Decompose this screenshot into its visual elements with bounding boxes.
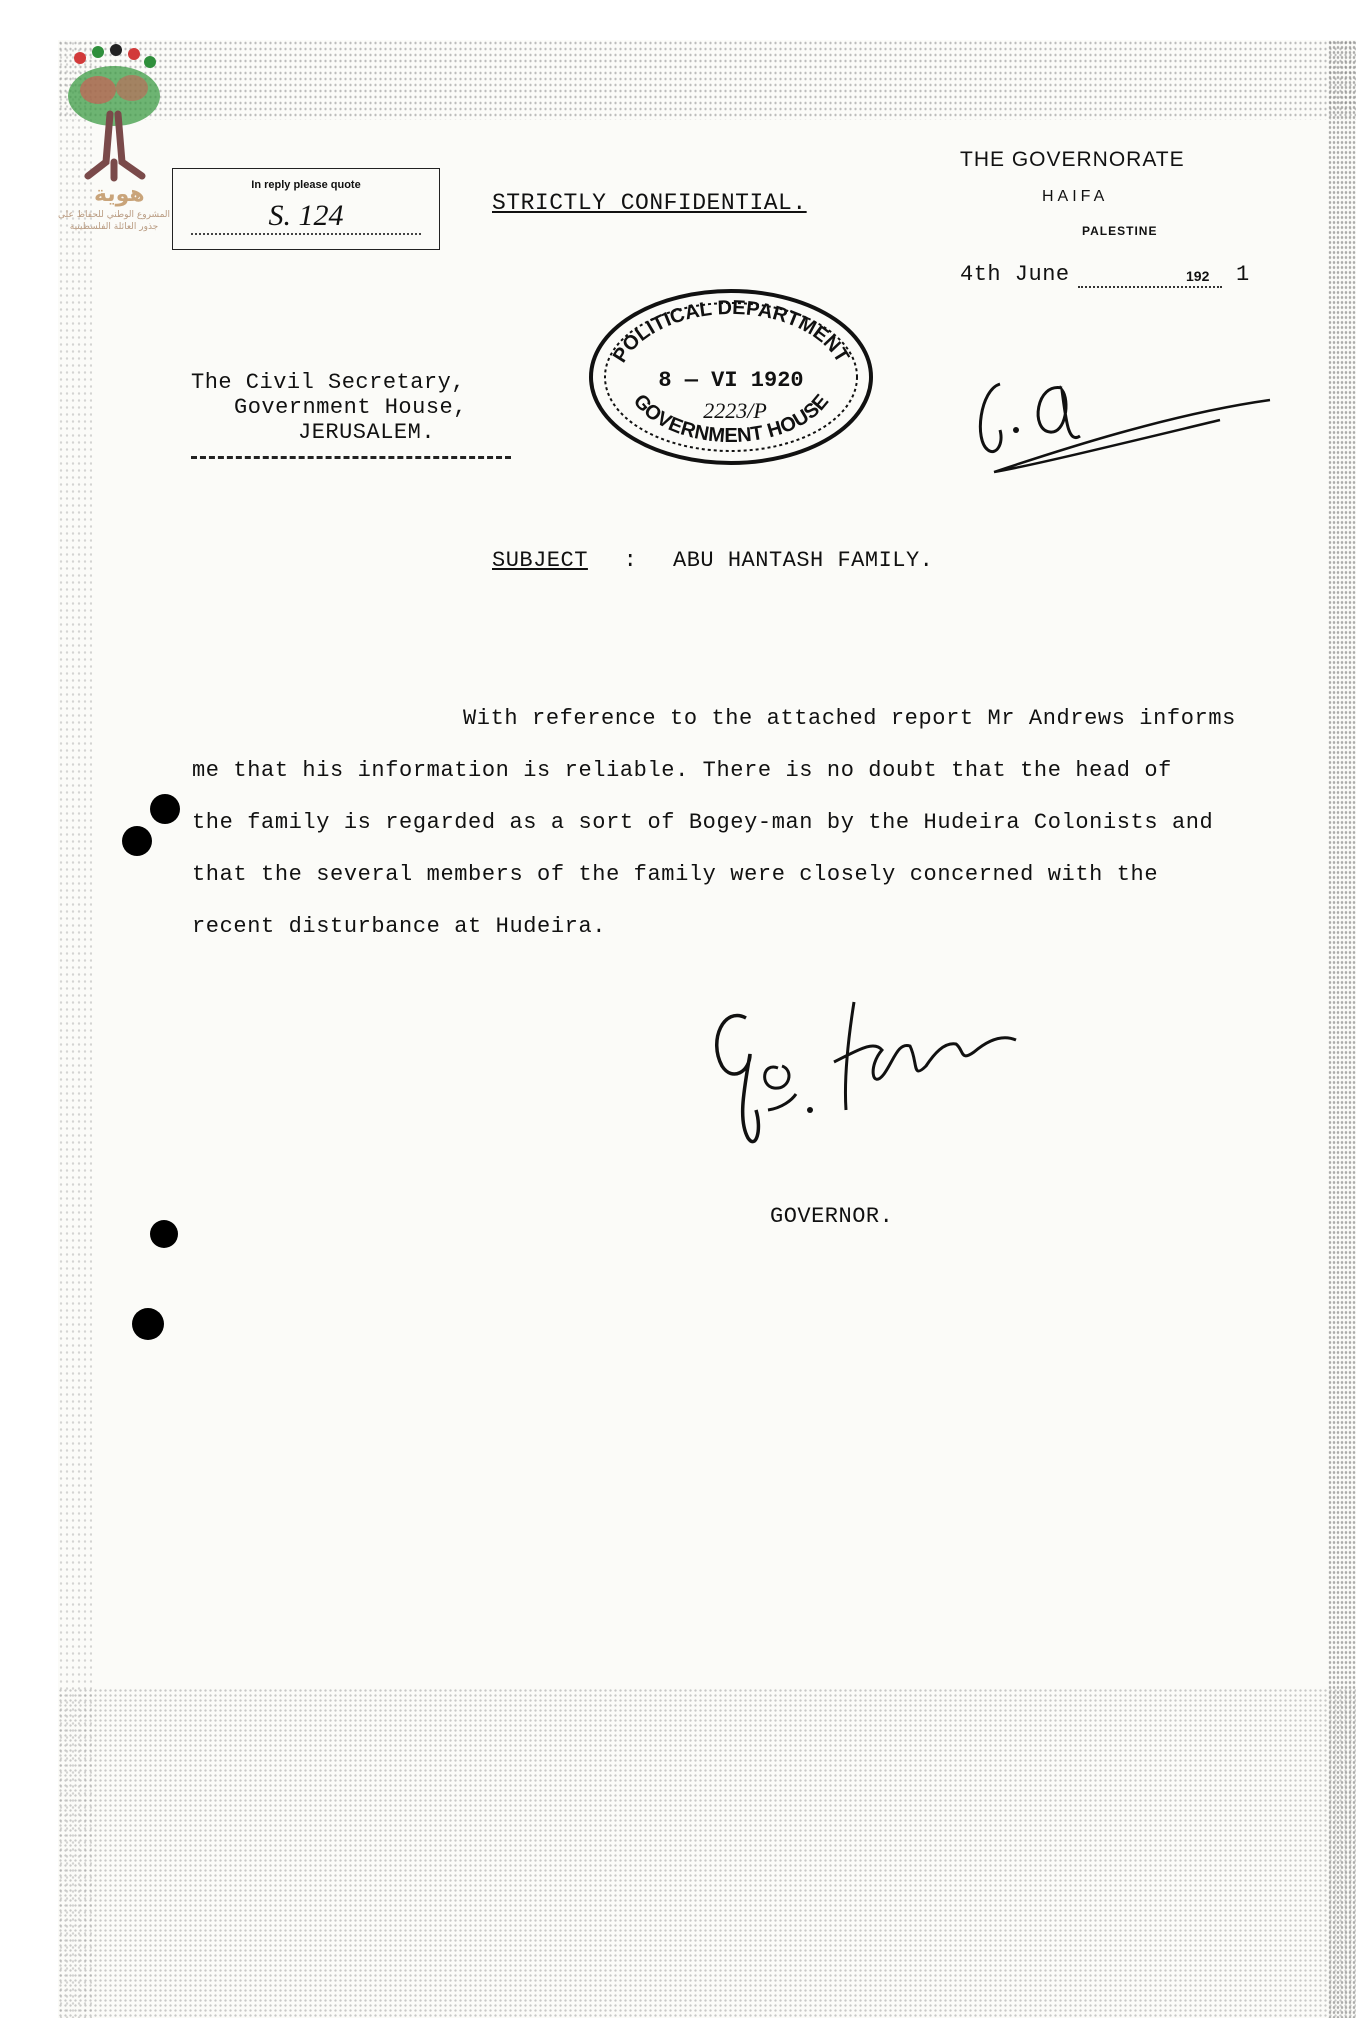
body-line-2: me that his information is reliable. There is no doubt that the head of bbox=[192, 758, 1172, 783]
subject-line bbox=[492, 548, 933, 573]
punch-hole-3 bbox=[150, 1220, 178, 1248]
date-dotted-leader bbox=[1078, 286, 1222, 288]
copy-noise-top bbox=[58, 40, 1356, 120]
addressee-underline bbox=[191, 456, 511, 459]
svg-text:2223/P: 2223/P bbox=[703, 398, 767, 423]
body-line-5: recent disturbance at Hudeira. bbox=[192, 914, 607, 939]
classification-heading: STRICTLY CONFIDENTIAL. bbox=[492, 190, 807, 216]
subject-separator: : bbox=[623, 548, 638, 573]
logo-caption-1: المشروع الوطني للحفاظ على bbox=[58, 210, 171, 220]
date-year-prefix: 192 bbox=[1186, 268, 1210, 284]
svg-text:8 — VI 1920: 8 — VI 1920 bbox=[658, 368, 804, 393]
addressee-line-3: JERUSALEM. bbox=[298, 420, 436, 445]
svg-text:POLITICAL DEPARTMENT: POLITICAL DEPARTMENT bbox=[608, 296, 854, 367]
watermark-logo bbox=[58, 44, 170, 234]
punch-hole-2 bbox=[122, 826, 152, 856]
governor-signature bbox=[698, 970, 1118, 1170]
initials-signature bbox=[970, 360, 1290, 490]
reply-label: In reply please quote bbox=[251, 179, 361, 191]
logo-arabic-text: هوية bbox=[94, 182, 145, 207]
document-page bbox=[58, 40, 1356, 2018]
body-line-4: that the several members of the family were closely concerned with the bbox=[192, 862, 1159, 887]
copy-noise-bottom bbox=[58, 1688, 1356, 2018]
date-day-month: 4th June bbox=[960, 262, 1070, 287]
punch-hole-1 bbox=[150, 794, 180, 824]
logo-caption-2: جذور العائلة الفلسطينية bbox=[69, 222, 159, 232]
svg-text:GOVERNMENT HOUSE: GOVERNMENT HOUSE bbox=[628, 390, 834, 448]
punch-hole-4 bbox=[132, 1308, 164, 1340]
letterhead-country: PALESTINE bbox=[1082, 224, 1158, 238]
reply-number: S. 124 bbox=[268, 199, 344, 232]
date-line bbox=[960, 262, 1290, 298]
signoff-title: GOVERNOR. bbox=[770, 1204, 894, 1229]
received-stamp bbox=[585, 284, 877, 470]
body-line-3: the family is regarded as a sort of Bogey-man by the Hudeira Colonists and bbox=[192, 810, 1214, 835]
family-tree-icon bbox=[58, 44, 170, 184]
letterhead-governorate: THE GOVERNORATE bbox=[960, 148, 1185, 171]
letterhead-city: HAIFA bbox=[1042, 188, 1109, 205]
body-line-1: With reference to the attached report Mr Andrews informs bbox=[463, 706, 1236, 731]
addressee-line-2: Government House, bbox=[234, 395, 467, 420]
reply-dotted-line bbox=[191, 233, 421, 235]
subject-value: ABU HANTASH FAMILY. bbox=[673, 548, 934, 573]
subject-label: SUBJECT bbox=[492, 548, 588, 573]
reply-reference-box bbox=[172, 168, 440, 250]
oval-stamp-icon bbox=[585, 284, 877, 470]
date-year-suffix: 1 bbox=[1236, 262, 1250, 287]
addressee-line-1: The Civil Secretary, bbox=[191, 370, 466, 395]
